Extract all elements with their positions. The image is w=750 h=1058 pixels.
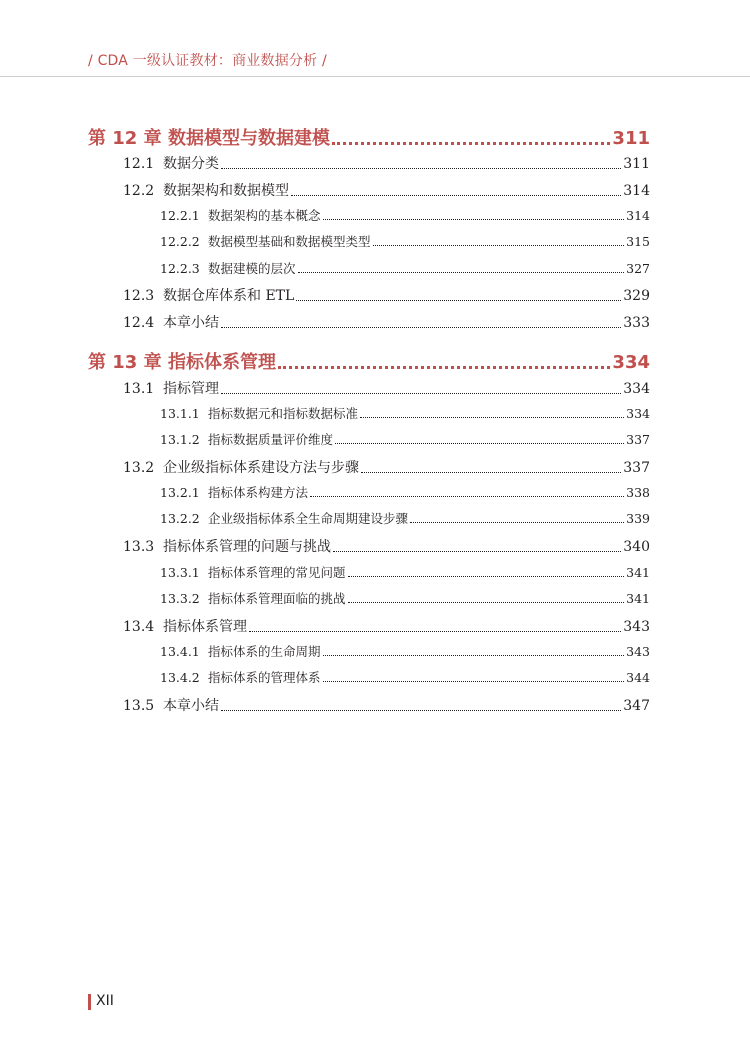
toc-entry-page: 340 <box>623 539 650 555</box>
toc-entry-subsection[interactable] <box>160 483 650 501</box>
toc-entry-subsection[interactable] <box>160 430 650 448</box>
toc-entry-number: 13.3.2 <box>160 591 200 606</box>
toc-entry-number: 第 13 章 <box>88 352 162 373</box>
toc-entry-page: 339 <box>626 511 650 526</box>
toc-entry-section[interactable] <box>123 180 650 200</box>
dot-leader <box>332 142 610 145</box>
toc-entry-subsection[interactable] <box>160 589 650 607</box>
toc-entry-page: 343 <box>626 644 650 659</box>
toc-entry-title: 指标体系的管理体系 <box>208 670 321 685</box>
toc-entry-title: 指标体系管理 <box>168 352 276 373</box>
dot-leader <box>221 168 621 169</box>
dot-leader <box>373 245 625 246</box>
toc-entry-number: 13.5 <box>123 698 155 714</box>
toc-entry-number: 12.2.1 <box>160 208 200 223</box>
toc-entry-page: 311 <box>623 156 650 172</box>
toc-entry-chapter[interactable] <box>88 124 650 150</box>
dot-leader <box>221 327 621 328</box>
dot-leader <box>291 195 621 196</box>
dot-leader <box>249 631 621 632</box>
toc-entry-page: 334 <box>623 381 650 397</box>
page-number: XII <box>96 993 114 1009</box>
toc-entry-number: 13.1.1 <box>160 406 200 421</box>
toc-entry-page: 341 <box>626 565 650 580</box>
toc-entry-page: 314 <box>623 183 650 199</box>
toc-entry-subsection[interactable] <box>160 642 650 660</box>
footer-accent-bar <box>88 994 91 1010</box>
toc-entry-number: 13.2.2 <box>160 511 200 526</box>
toc-entry-title: 数据模型与数据建模 <box>168 128 330 149</box>
toc-entry-page: 334 <box>626 406 650 421</box>
running-header: / CDA 一级认证教材：商业数据分析 / <box>88 53 327 69</box>
toc-entry-page: 311 <box>612 128 650 149</box>
toc-entry-number: 12.2 <box>123 183 155 199</box>
dot-leader <box>323 219 625 220</box>
toc-entry-section[interactable] <box>123 536 650 556</box>
toc-entry-number: 13.4.2 <box>160 670 200 685</box>
toc-entry-section[interactable] <box>123 285 650 305</box>
toc-entry-number: 13.2.1 <box>160 485 200 500</box>
toc-entry-subsection[interactable] <box>160 668 650 686</box>
toc-entry-title: 指标体系构建方法 <box>208 485 309 500</box>
toc-entry-title: 本章小结 <box>163 315 219 331</box>
toc-entry-page: 338 <box>626 485 650 500</box>
dot-leader <box>348 576 625 577</box>
toc-entry-subsection[interactable] <box>160 563 650 581</box>
toc-entry-title: 指标体系管理的问题与挑战 <box>163 539 331 555</box>
toc-entry-number: 12.2.2 <box>160 234 200 249</box>
toc-entry-subsection[interactable] <box>160 206 650 224</box>
dot-leader <box>333 551 621 552</box>
dot-leader <box>361 472 621 473</box>
toc-entry-title: 指标数据元和指标数据标准 <box>208 406 359 421</box>
toc-entry-section[interactable] <box>123 695 650 715</box>
toc-entry-title: 数据建模的层次 <box>208 261 296 276</box>
dot-leader <box>410 522 624 523</box>
toc-entry-page: 314 <box>626 208 650 223</box>
toc-entry-section[interactable] <box>123 312 650 332</box>
toc-entry-page: 334 <box>612 352 650 373</box>
dot-leader <box>296 300 621 301</box>
toc-entry-title: 指标管理 <box>163 381 219 397</box>
toc-entry-title: 本章小结 <box>163 698 219 714</box>
toc-entry-number: 13.4 <box>123 619 155 635</box>
toc-entry-number: 第 12 章 <box>88 128 162 149</box>
toc-entry-number: 13.1 <box>123 381 155 397</box>
toc-entry-title: 指标数据质量评价维度 <box>208 432 334 447</box>
toc-entry-page: 337 <box>626 432 650 447</box>
toc-entry-title: 数据模型基础和数据模型类型 <box>208 234 371 249</box>
toc-entry-title: 指标体系的生命周期 <box>208 644 321 659</box>
toc-entry-title: 指标体系管理 <box>163 619 247 635</box>
toc-entry-page: 333 <box>623 315 650 331</box>
toc-entry-page: 347 <box>623 698 650 714</box>
toc-entry-page: 329 <box>623 288 650 304</box>
toc-entry-title: 数据仓库体系和 ETL <box>163 288 295 304</box>
toc-entry-section[interactable] <box>123 153 650 173</box>
toc-entry-number: 13.1.2 <box>160 432 200 447</box>
dot-leader <box>360 417 624 418</box>
toc-entry-page: 341 <box>626 591 650 606</box>
toc-entry-page: 337 <box>623 460 650 476</box>
toc-entry-number: 13.3.1 <box>160 565 200 580</box>
toc-entry-number: 12.1 <box>123 156 155 172</box>
toc-entry-number: 13.4.1 <box>160 644 200 659</box>
dot-leader <box>221 393 621 394</box>
toc-entry-section[interactable] <box>123 457 650 477</box>
toc-entry-number: 12.3 <box>123 288 155 304</box>
dot-leader <box>348 602 625 603</box>
toc-entry-title: 企业级指标体系建设方法与步骤 <box>163 460 359 476</box>
header-divider <box>0 76 750 77</box>
toc-entry-section[interactable] <box>123 616 650 636</box>
toc-entry-title: 企业级指标体系全生命周期建设步骤 <box>208 511 409 526</box>
dot-leader <box>221 710 621 711</box>
toc-entry-title: 指标体系管理面临的挑战 <box>208 591 346 606</box>
toc-entry-page: 344 <box>626 670 650 685</box>
toc-entry-chapter[interactable] <box>88 348 650 374</box>
toc-entry-subsection[interactable] <box>160 232 650 250</box>
toc-entry-title: 数据分类 <box>163 156 219 172</box>
dot-leader <box>298 272 625 273</box>
dot-leader <box>323 681 625 682</box>
toc-entry-page: 315 <box>626 234 650 249</box>
toc-entry-number: 13.2 <box>123 460 155 476</box>
toc-entry-title: 数据架构和数据模型 <box>163 183 289 199</box>
toc-entry-page: 343 <box>623 619 650 635</box>
toc-entry-number: 13.3 <box>123 539 155 555</box>
dot-leader <box>310 496 624 497</box>
toc-entry-number: 12.4 <box>123 315 155 331</box>
toc-entry-title: 指标体系管理的常见问题 <box>208 565 346 580</box>
dot-leader <box>335 443 624 444</box>
dot-leader <box>278 366 610 369</box>
dot-leader <box>323 655 625 656</box>
toc-entry-page: 327 <box>626 261 650 276</box>
toc-entry-number: 12.2.3 <box>160 261 200 276</box>
toc-entry-title: 数据架构的基本概念 <box>208 208 321 223</box>
toc-entry-subsection[interactable] <box>160 509 650 527</box>
toc-entry-subsection[interactable] <box>160 404 650 422</box>
toc-entry-section[interactable] <box>123 378 650 398</box>
toc-entry-subsection[interactable] <box>160 259 650 277</box>
